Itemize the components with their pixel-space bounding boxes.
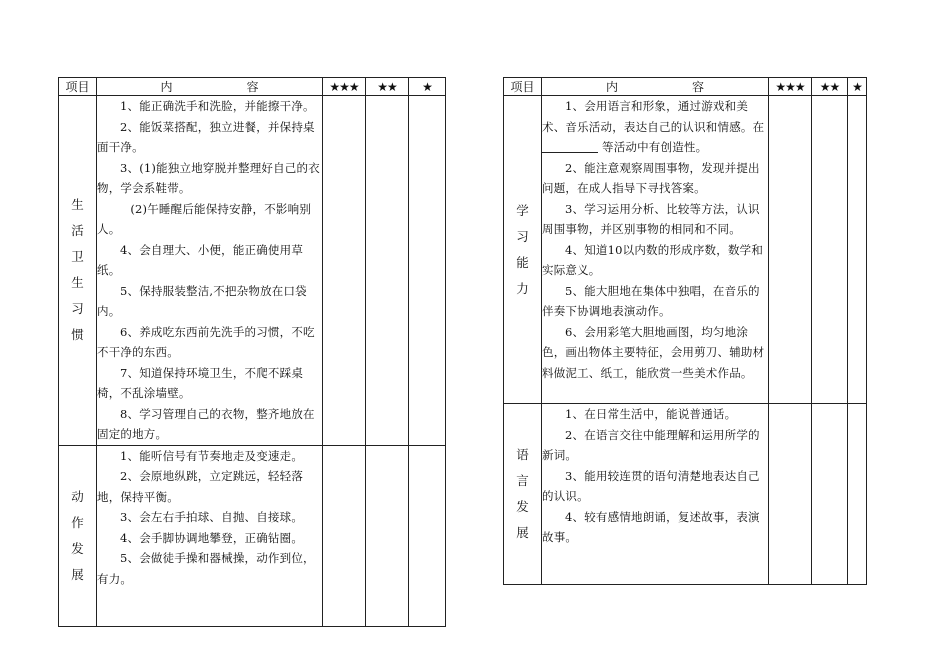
table-row bbox=[59, 96, 446, 446]
content-cell bbox=[542, 96, 769, 404]
rating-cell-2[interactable] bbox=[366, 445, 409, 626]
rating-cell-3[interactable] bbox=[323, 445, 366, 626]
category-cell bbox=[504, 96, 542, 404]
table-row bbox=[504, 404, 867, 585]
left-evaluation-table bbox=[58, 77, 446, 627]
table-row bbox=[59, 445, 446, 626]
content-line: 5、会做徒手操和器械操，动作到位，有力。 bbox=[97, 551, 315, 586]
header-content bbox=[97, 78, 323, 96]
rating-cell-1[interactable] bbox=[848, 96, 867, 404]
table-header-row bbox=[59, 78, 446, 96]
header-three-stars: ★★★ bbox=[769, 78, 812, 96]
content-cell bbox=[97, 445, 323, 626]
header-two-stars: ★★ bbox=[812, 78, 848, 96]
content-line: 4、较有感情地朗诵，复述故事，表演故事。 bbox=[542, 509, 760, 544]
category-char: 发 bbox=[71, 540, 84, 556]
content-line: 7、知道保持环境卫生，不爬不踩桌椅，不乱涂墙壁。 bbox=[97, 365, 304, 400]
content-cell bbox=[97, 96, 323, 446]
category-char: 学 bbox=[516, 202, 529, 218]
category-char: 能 bbox=[516, 254, 529, 270]
category-char: 展 bbox=[516, 525, 529, 540]
content-line: 2、在语言交往中能理解和运用所学的新词。 bbox=[542, 427, 760, 462]
header-content-left: 内 bbox=[160, 80, 173, 94]
content-line: 4、会手脚协调地攀登，正确钻圈。 bbox=[120, 530, 304, 545]
header-one-star: ★ bbox=[409, 78, 446, 96]
category-char: 言 bbox=[516, 473, 529, 488]
category-char: 语 bbox=[516, 447, 529, 462]
content-line: 2、能饭菜搭配，独立进餐，并保持桌面干净。 bbox=[97, 119, 315, 154]
header-item: 项目 bbox=[59, 78, 97, 96]
rating-cell-2[interactable] bbox=[366, 96, 409, 446]
header-content-right: 容 bbox=[692, 80, 705, 94]
category-char: 卫 bbox=[71, 249, 84, 265]
category-cell bbox=[59, 445, 97, 626]
header-content bbox=[542, 78, 769, 96]
content-cell bbox=[542, 404, 769, 585]
header-content-right: 容 bbox=[246, 80, 259, 94]
category-char: 动 bbox=[71, 488, 84, 504]
category-char: 习 bbox=[516, 228, 529, 244]
header-two-stars: ★★ bbox=[366, 78, 409, 96]
fill-in-blank[interactable] bbox=[542, 140, 598, 153]
rating-cell-3[interactable] bbox=[769, 96, 812, 404]
rating-cell-2[interactable] bbox=[812, 404, 848, 585]
category-char: 习 bbox=[71, 301, 84, 317]
rating-cell-3[interactable] bbox=[769, 404, 812, 585]
category-char: 作 bbox=[71, 514, 84, 530]
table-header-row bbox=[504, 78, 867, 96]
content-line: 6、会用彩笔大胆地画图，均匀地涂色，画出物体主要特征，会用剪刀、辅助材料做泥工、纸工，能欣赏一些美术作品。 bbox=[542, 324, 765, 380]
rating-cell-3[interactable] bbox=[323, 96, 366, 446]
content-line: 5、能大胆地在集体中独唱，在音乐的伴奏下协调地表演动作。 bbox=[542, 283, 760, 318]
content-line: 6、养成吃东西前先洗手的习惯，不吃不干净的东西。 bbox=[97, 324, 315, 359]
right-evaluation-table bbox=[503, 77, 867, 585]
content-line: 5、保持服装整洁,不把杂物放在口袋内。 bbox=[97, 283, 307, 318]
content-line: 2、能注意观察周围事物，发现并提出问题，在成人指导下寻找答案。 bbox=[542, 160, 760, 195]
header-content-left: 内 bbox=[605, 80, 618, 94]
category-char: 发 bbox=[516, 499, 529, 514]
content-line: 3、能用较连贯的语句清楚地表达自己的认识。 bbox=[542, 468, 760, 503]
header-three-stars: ★★★ bbox=[323, 78, 366, 96]
content-line-text: 等活动中有创造性。 bbox=[602, 140, 708, 154]
header-item: 项目 bbox=[504, 78, 542, 96]
content-line: 2、会原地纵跳，立定跳远，轻轻落地，保持平衡。 bbox=[97, 469, 304, 504]
header-one-star: ★ bbox=[848, 78, 867, 96]
content-line: (2)午睡醒后能保持安静，不影响别人。 bbox=[97, 201, 312, 236]
category-cell bbox=[59, 96, 97, 446]
rating-cell-1[interactable] bbox=[848, 404, 867, 585]
content-line-text: 1、会用语言和形象，通过游戏和美术、音乐活动，表达自己的认识和情感。在 bbox=[542, 99, 765, 134]
rating-cell-1[interactable] bbox=[409, 445, 446, 626]
category-char: 生 bbox=[71, 275, 84, 291]
category-cell bbox=[504, 404, 542, 585]
category-char: 活 bbox=[71, 223, 84, 239]
rating-cell-2[interactable] bbox=[812, 96, 848, 404]
content-line bbox=[542, 96, 768, 158]
content-line: 1、能听信号有节奏地走及变速走。 bbox=[120, 448, 304, 463]
table-row bbox=[504, 96, 867, 404]
content-line: 4、知道10以内数的形成序数，数学和实际意义。 bbox=[542, 242, 764, 277]
content-line: 1、在日常生活中，能说普通话。 bbox=[565, 407, 737, 421]
category-char: 生 bbox=[71, 197, 84, 213]
content-line: 3、会左右手拍球、自抛、自接球。 bbox=[120, 510, 304, 524]
content-line: 3、(1)能独立地穿脱并整理好自己的衣物，学会系鞋带。 bbox=[97, 160, 320, 195]
content-line: 3、学习运用分析、比较等方法，认识周围事物，并区别事物的相同和不同。 bbox=[542, 201, 760, 236]
category-char: 惯 bbox=[71, 327, 84, 343]
content-line: 4、会自理大、小便，能正确使用草纸。 bbox=[97, 242, 304, 277]
category-char: 力 bbox=[516, 280, 529, 296]
content-line: 8、学习管理自己的衣物，整齐地放在固定的地方。 bbox=[97, 406, 315, 441]
rating-cell-1[interactable] bbox=[409, 96, 446, 446]
content-line: 1、能正确洗手和洗脸，并能擦干净。 bbox=[120, 99, 315, 113]
category-char: 展 bbox=[71, 566, 84, 582]
